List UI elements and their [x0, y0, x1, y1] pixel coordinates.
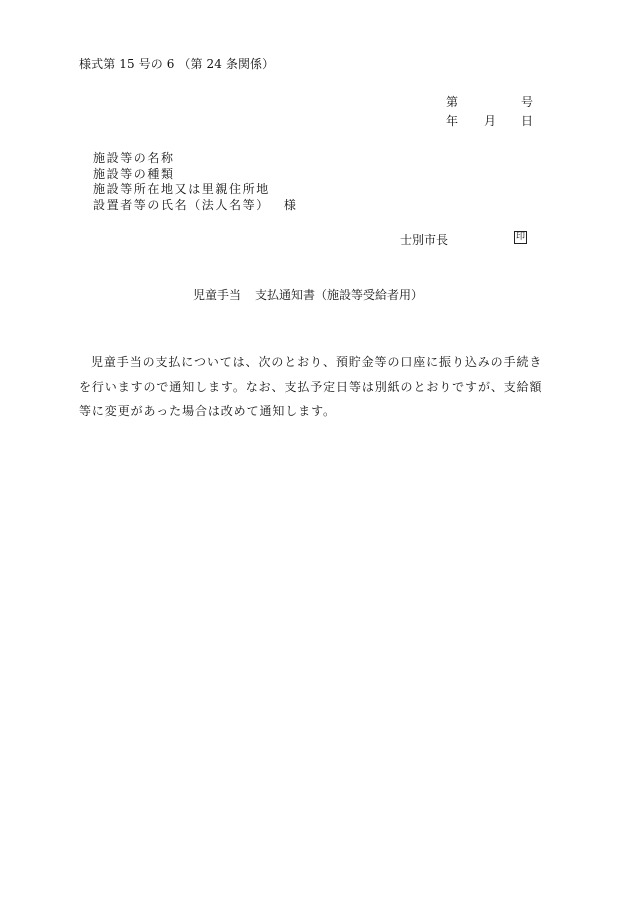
title-part1: 児童手当 — [193, 288, 242, 302]
date-month: 月 — [484, 114, 497, 128]
title-part2: 支払通知書（施設等受給者用） — [255, 288, 424, 302]
addressee-block — [93, 151, 296, 213]
form-number: 様式第 15 号の 6 （第 24 条関係） — [79, 57, 275, 71]
facility-address-label: 施設等所在地又は里親住所地 — [93, 182, 270, 196]
seal-stamp: 印 — [515, 232, 525, 242]
document-number-prefix: 第 — [446, 95, 459, 109]
body-paragraph: 児童手当の支払については、次のとおり、預貯金等の口座に振り込みの手続きを行いますので通知します。なお、支払予定日等は別紙のとおりですが、支給額等に変更があった場合は改めて通知します。 — [79, 355, 543, 418]
document-number-suffix: 号 — [521, 95, 534, 109]
facility-name-label: 施設等の名称 — [93, 151, 175, 165]
operator-name-label: 設置者等の氏名（法人名等） — [93, 197, 270, 212]
facility-type-label: 施設等の種類 — [93, 166, 175, 181]
document-title — [193, 289, 423, 301]
date-year: 年 — [446, 114, 459, 128]
operator-name-line — [93, 198, 296, 214]
date-day: 日 — [521, 114, 534, 128]
sender-title: 士別市長 — [400, 233, 449, 247]
honorific: 様 — [283, 197, 296, 212]
